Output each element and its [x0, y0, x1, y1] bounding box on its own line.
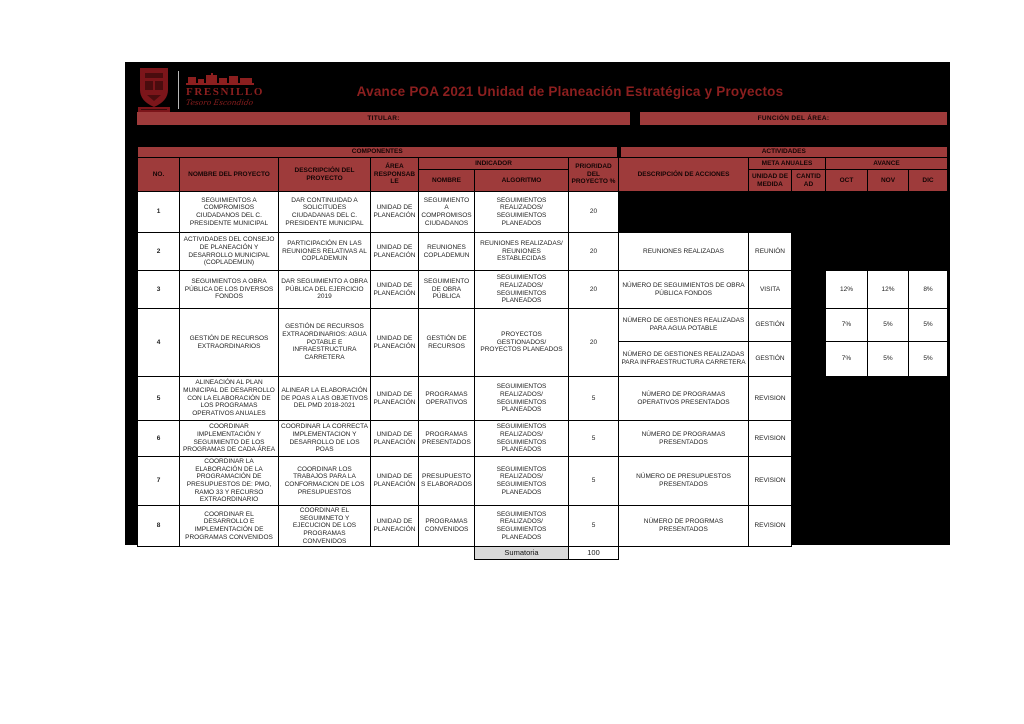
- column-header-no: NO.: [138, 158, 180, 192]
- cell-no: 8: [138, 505, 180, 546]
- table-row-6: [138, 421, 948, 457]
- sumatoria-total-cell: 100: [569, 547, 619, 560]
- cell-descripcion-acciones: NÚMERO DE GESTIONES REALIZADAS PARA AGUA POTABLE: [619, 309, 749, 342]
- column-header-descripcion-proyecto: DESCRIPCIÓN DEL PROYECTO: [279, 158, 371, 192]
- cell-prioridad: 5: [569, 505, 619, 546]
- cell-area-responsable: UNIDAD DE PLANEACIÓN: [371, 421, 419, 457]
- table-row-5: [138, 377, 948, 421]
- cell-algoritmo: SEGUIMIENTOS REALIZADOS/ SEGUIMIENTOS PLANEADOS: [475, 457, 569, 506]
- cell-prioridad: 5: [569, 457, 619, 506]
- cell-nombre-proyecto: ALINEACIÓN AL PLAN MUNICIPAL DE DESARROLLO CON LA ELABORACIÓN DE LOS PROGRAMAS OPERATIVOS ANUALES: [180, 377, 279, 421]
- cell-avance-nov: 5%: [868, 342, 909, 377]
- cell-algoritmo: SEGUIMIENTOS REALIZADOS/ SEGUIMIENTOS PLANEADOS: [475, 421, 569, 457]
- cell-unidad-medida: GESTIÓN: [749, 342, 792, 377]
- column-header-descripcion-acciones: DESCRIPCIÓN DE ACCIONES: [619, 158, 749, 192]
- band-avance: AVANCE: [826, 158, 948, 170]
- column-header-oct: OCT: [826, 170, 868, 192]
- municipal-crest-icon: [137, 67, 171, 113]
- funcion-area-bar: FUNCIÓN DEL ÁREA:: [640, 112, 947, 125]
- band-row: [138, 147, 948, 158]
- cell-prioridad: 20: [569, 233, 619, 271]
- cell-descripcion-acciones: NÚMERO DE PROGRAMAS OPERATIVOS PRESENTADOS: [619, 377, 749, 421]
- cell-area-responsable: UNIDAD DE PLANEACIÓN: [371, 505, 419, 546]
- empty-cell: [792, 421, 948, 457]
- poa-table: [137, 146, 948, 560]
- cell-avance-dic: 5%: [909, 309, 948, 342]
- cell-algoritmo: SEGUIMIENTOS REALIZADOS/ SEGUIMIENTOS PLANEADOS: [475, 505, 569, 546]
- empty-cell: [619, 192, 948, 233]
- cell-area-responsable: UNIDAD DE PLANEACIÓN: [371, 457, 419, 506]
- cell-no: 2: [138, 233, 180, 271]
- cell-avance-nov: 12%: [868, 271, 909, 309]
- cell-prioridad: 5: [569, 421, 619, 457]
- cell-descripcion-acciones: NÚMERO DE PROGRAMAS PRESENTADOS: [619, 421, 749, 457]
- cell-unidad-medida: REVISION: [749, 457, 792, 506]
- sumatoria-row: [138, 547, 948, 560]
- empty-cell: [792, 505, 948, 546]
- cell-unidad-medida: VISITA: [749, 271, 792, 309]
- cell-descripcion-proyecto: DAR CONTINUIDAD A SOLICITUDES CIUDADANAS DEL C. PRESIDENTE MUNICIPAL: [279, 192, 371, 233]
- empty-cell: [792, 309, 826, 342]
- empty-cell: [792, 233, 948, 271]
- cell-no: 1: [138, 192, 180, 233]
- column-header-cantidad: CANTIDAD: [792, 170, 826, 192]
- table-row-7: [138, 457, 948, 506]
- cell-avance-oct: 7%: [826, 309, 868, 342]
- cell-avance-dic: 8%: [909, 271, 948, 309]
- cell-algoritmo: REUNIONES REALIZADAS/ REUNIONES ESTABLECIDAS: [475, 233, 569, 271]
- cell-nombre-proyecto: COORDINAR IMPLEMENTACIÓN Y SEGUIMIENTO DE LOS PROGRAMAS DE CADA ÁREA: [180, 421, 279, 457]
- report-sheet: [125, 62, 950, 557]
- table-row-8: [138, 505, 948, 546]
- column-header-indicador-nombre: NOMBRE: [419, 170, 475, 192]
- cell-nombre-proyecto: COORDINAR LA ELABORACIÓN DE LA PROGRAMACIÓN DE PRESUPUESTOS DE: PMO, RAMO 33 Y RECURSO EXTRAORDINARIO: [180, 457, 279, 506]
- cell-area-responsable: UNIDAD DE PLANEACIÓN: [371, 271, 419, 309]
- cell-nombre-proyecto: SEGUIMIENTOS A COMPROMISOS CIUDADANOS DEL C. PRESIDENTE MUNICIPAL: [180, 192, 279, 233]
- column-header-nombre-proyecto: NOMBRE DEL PROYECTO: [180, 158, 279, 192]
- cell-avance-oct: 7%: [826, 342, 868, 377]
- table-row-3: [138, 271, 948, 309]
- cell-descripcion-acciones: REUNIONES REALIZADAS: [619, 233, 749, 271]
- cell-descripcion-acciones: NÚMERO DE PROGRMAS PRESENTADOS: [619, 505, 749, 546]
- cell-avance-dic: 5%: [909, 342, 948, 377]
- logo-divider: [178, 71, 179, 109]
- cell-area-responsable: UNIDAD DE PLANEACIÓN: [371, 309, 419, 377]
- cell-nombre-proyecto: COORDINAR EL DESARROLLO E IMPLEMENTACIÓN DE PROGRAMAS CONVENIDOS: [180, 505, 279, 546]
- empty-cell: [138, 547, 475, 560]
- cell-no: 5: [138, 377, 180, 421]
- cell-descripcion-acciones: NÚMERO DE PRESUPUESTOS PRESENTADOS: [619, 457, 749, 506]
- cell-indicador-nombre: REUNIONES COPLADEMUN: [419, 233, 475, 271]
- header-row-1: [138, 158, 948, 170]
- empty-cell: [792, 271, 826, 309]
- cell-no: 7: [138, 457, 180, 506]
- cell-area-responsable: UNIDAD DE PLANEACIÓN: [371, 192, 419, 233]
- cell-descripcion-proyecto: COORDINAR LA CORRECTA IMPLEMENTACION Y DESARROLLO DE LOS POAS: [279, 421, 371, 457]
- cell-descripcion-proyecto: PARTICIPACIÓN EN LAS REUNIONES RELATIVAS AL COPLADEMUN: [279, 233, 371, 271]
- fresnillo-tagline: Tesoro Escondido: [185, 98, 254, 108]
- cell-avance-nov: 5%: [868, 309, 909, 342]
- cell-descripcion-acciones: NÚMERO DE SEGUIMIENTOS DE OBRA PÚBLICA FONDOS: [619, 271, 749, 309]
- cell-unidad-medida: REVISION: [749, 505, 792, 546]
- cell-algoritmo: SEGUIMIENTOS REALIZADOS/ SEGUIMIENTOS PLANEADOS: [475, 271, 569, 309]
- cell-indicador-nombre: PROGRAMAS CONVENIDOS: [419, 505, 475, 546]
- column-header-area-responsable: ÁREA RESPONSABLE: [371, 158, 419, 192]
- cell-indicador-nombre: PRESUPUESTOS ELABORADOS: [419, 457, 475, 506]
- cell-unidad-medida: REVISION: [749, 421, 792, 457]
- cell-descripcion-proyecto: DAR SEGUIMIENTO A OBRA PÚBLICA DEL EJERCICIO 2019: [279, 271, 371, 309]
- cell-indicador-nombre: PROGRAMAS OPERATIVOS: [419, 377, 475, 421]
- cell-prioridad: 5: [569, 377, 619, 421]
- empty-cell: [619, 547, 948, 560]
- cell-algoritmo: SEGUIMIENTOS REALIZADOS/ SEGUIMIENTOS PLANEADOS: [475, 377, 569, 421]
- cell-descripcion-proyecto: ALINEAR LA ELABORACIÓN DE POAS A LAS OBJETIVOS DEL PMD 2018-2021: [279, 377, 371, 421]
- fresnillo-wordmark: FRESNILLO: [186, 86, 264, 99]
- column-header-nov: NOV: [868, 170, 909, 192]
- column-header-algoritmo: ALGORITMO: [475, 170, 569, 192]
- cell-algoritmo: PROYECTOS GESTIONADOS/ PROYECTOS PLANEADOS: [475, 309, 569, 377]
- cell-descripcion-acciones: NÚMERO DE GESTIONES REALIZADAS PARA INFRAESTRUCTURA CARRETERA: [619, 342, 749, 377]
- cell-descripcion-proyecto: COORDINAR LOS TRABAJOS PARA LA CONFORMACION DE LOS PRESUPUESTOS: [279, 457, 371, 506]
- cell-prioridad: 20: [569, 271, 619, 309]
- cell-area-responsable: UNIDAD DE PLANEACIÓN: [371, 377, 419, 421]
- table-row-1: [138, 192, 948, 233]
- cell-prioridad: 20: [569, 309, 619, 377]
- cell-descripcion-proyecto: GESTIÓN DE RECURSOS EXTRAORDINARIOS: AGUA POTABLE E INFRAESTRUCTURA CARRETERA: [279, 309, 371, 377]
- empty-cell: [792, 342, 826, 377]
- cell-indicador-nombre: SEGUIMIENTO A COMPROMISOS CIUDADANOS: [419, 192, 475, 233]
- empty-cell: [792, 377, 948, 421]
- band-componentes: COMPONENTES: [138, 147, 619, 158]
- table-row-4a: [138, 309, 948, 342]
- column-header-unidad-medida: UNIDAD DE MEDIDA: [749, 170, 792, 192]
- column-header-dic: DIC: [909, 170, 948, 192]
- cell-prioridad: 20: [569, 192, 619, 233]
- cell-unidad-medida: REVISION: [749, 377, 792, 421]
- band-actividades: ACTIVIDADES: [619, 147, 948, 158]
- cell-area-responsable: UNIDAD DE PLANEACIÓN: [371, 233, 419, 271]
- empty-cell: [792, 457, 948, 506]
- cell-no: 6: [138, 421, 180, 457]
- titular-bar: TITULAR:: [137, 112, 630, 125]
- cell-nombre-proyecto: GESTIÓN DE RECURSOS EXTRAORDINARIOS: [180, 309, 279, 377]
- cell-unidad-medida: GESTIÓN: [749, 309, 792, 342]
- cell-indicador-nombre: PROGRAMAS PRESENTADOS: [419, 421, 475, 457]
- cell-unidad-medida: REUNIÓN: [749, 233, 792, 271]
- sumatoria-label-cell: Sumatoria: [475, 547, 569, 560]
- report-title: Avance POA 2021 Unidad de Planeación Estratégica y Proyectos: [356, 84, 784, 99]
- band-meta-anuales: META ANUALES: [749, 158, 826, 170]
- band-indicador: INDICADOR: [419, 158, 569, 170]
- cell-algoritmo: SEGUIMIENTOS REALIZADOS/ SEGUIMIENTOS PLANEADOS: [475, 192, 569, 233]
- cell-no: 4: [138, 309, 180, 377]
- table-row-2: [138, 233, 948, 271]
- cell-indicador-nombre: GESTIÓN DE RECURSOS: [419, 309, 475, 377]
- cell-avance-oct: 12%: [826, 271, 868, 309]
- cell-descripcion-proyecto: COORDINAR EL SEGUIMNETO Y EJECUCION DE LOS PROGRAMAS CONVENIDOS: [279, 505, 371, 546]
- cell-nombre-proyecto: ACTIVIDADES DEL CONSEJO DE PLANEACIÓN Y DESARROLLO MUNICIPAL (COPLADEMUN): [180, 233, 279, 271]
- cell-no: 3: [138, 271, 180, 309]
- cell-nombre-proyecto: SEGUIMIENTOS A OBRA PÚBLICA DE LOS DIVERSOS FONDOS: [180, 271, 279, 309]
- cell-indicador-nombre: SEGUIMIENTO DE OBRA PÚBLICA: [419, 271, 475, 309]
- column-header-prioridad: PRIORIDAD DEL PROYECTO %: [569, 158, 619, 192]
